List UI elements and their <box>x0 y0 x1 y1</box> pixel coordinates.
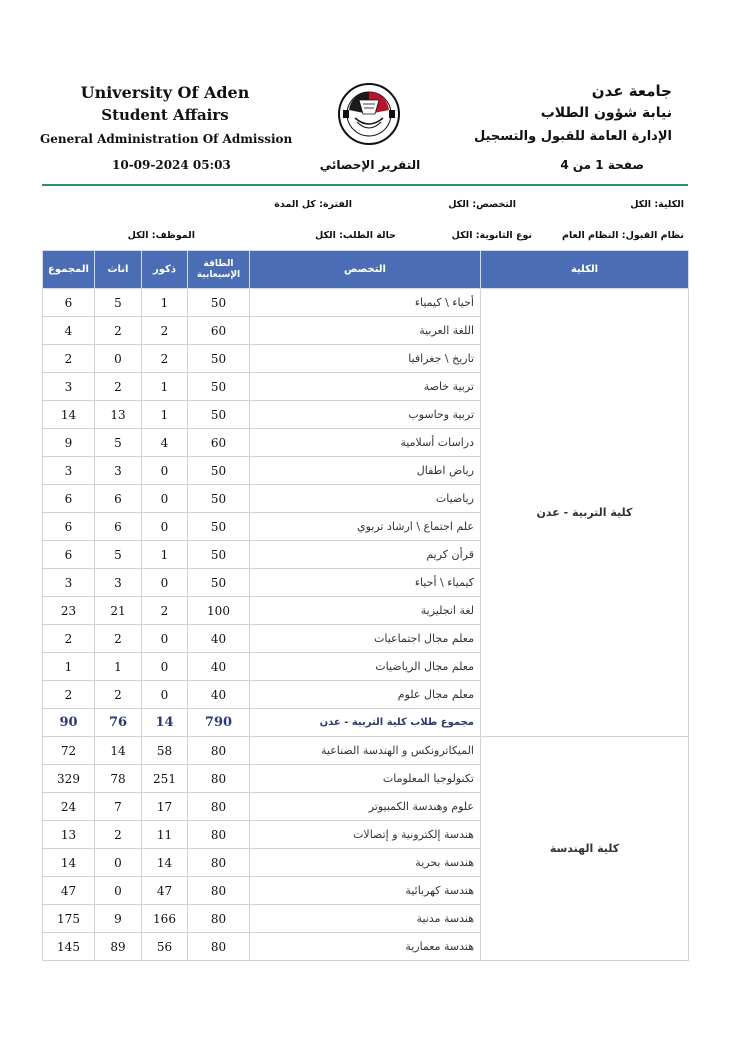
university-seal-icon <box>337 80 401 146</box>
cell-specialty: هندسة بحرية <box>250 849 481 877</box>
cell-capacity: 80 <box>188 877 250 905</box>
cell-males: 0 <box>142 681 188 709</box>
cell-specialty: تاريخ \ جغرافيا <box>250 345 481 373</box>
university-name-en: University Of Aden <box>80 83 250 102</box>
cell-females: 0 <box>95 345 142 373</box>
cell-males: 2 <box>142 597 188 625</box>
cell-specialty: قرأن كريم <box>250 541 481 569</box>
cell-specialty: معلم مجال اجتماعيات <box>250 625 481 653</box>
university-name-ar: جامعة عدن <box>591 82 672 100</box>
cell-females: 0 <box>95 877 142 905</box>
cell-females: 5 <box>95 429 142 457</box>
cell-total: 175 <box>43 905 95 933</box>
filter-secondary-type: نوع الثانوية: الكل <box>451 230 532 241</box>
cell-capacity: 80 <box>188 765 250 793</box>
filter-specialty: التخصص: الكل <box>448 199 516 210</box>
cell-college-name: كلية التربية - عدن <box>481 289 689 737</box>
cell-specialty: كيمياء \ أحياء <box>250 569 481 597</box>
cell-males: 0 <box>142 625 188 653</box>
filter-employee: الموظف: الكل <box>127 230 195 241</box>
cell-specialty: تربية خاصة <box>250 373 481 401</box>
cell-college-name: كلية الهندسة <box>481 737 689 961</box>
cell-total: 6 <box>43 289 95 317</box>
cell-females: 5 <box>95 541 142 569</box>
cell-capacity: 40 <box>188 653 250 681</box>
cell-females: 2 <box>95 821 142 849</box>
cell-total: 2 <box>43 345 95 373</box>
cell-males: 0 <box>142 653 188 681</box>
cell-males: 0 <box>142 513 188 541</box>
cell-capacity: 50 <box>188 373 250 401</box>
cell-capacity: 50 <box>188 569 250 597</box>
department-name-ar: نيابة شؤون الطلاب <box>540 105 672 121</box>
cell-females: 2 <box>95 681 142 709</box>
cell-females: 2 <box>95 317 142 345</box>
cell-capacity: 50 <box>188 541 250 569</box>
header-english <box>40 82 293 152</box>
cell-females: 13 <box>95 401 142 429</box>
header-total: المجموع <box>43 251 95 289</box>
cell-total: 9 <box>43 429 95 457</box>
cell-total: 3 <box>43 569 95 597</box>
cell-specialty: تربية وحاسوب <box>250 401 481 429</box>
cell-capacity: 80 <box>188 821 250 849</box>
cell-capacity: 50 <box>188 289 250 317</box>
cell-specialty: هندسة مدنية <box>250 905 481 933</box>
header-females: اناث <box>95 251 142 289</box>
header-capacity: الطاقة الإسيعابية <box>188 251 250 289</box>
header-divider <box>42 184 688 186</box>
cell-females: 1 <box>95 653 142 681</box>
cell-females: 3 <box>95 569 142 597</box>
cell-specialty: هندسة إلكترونية و إتصالات <box>250 821 481 849</box>
cell-females: 2 <box>95 625 142 653</box>
cell-males: 0 <box>142 569 188 597</box>
cell-capacity: 80 <box>188 905 250 933</box>
cell-specialty: تكنولوجيا المعلومات <box>250 765 481 793</box>
cell-males: 2 <box>142 317 188 345</box>
administration-name-ar: الإدارة العامة للقبول والتسجيل <box>473 129 672 144</box>
filter-admission-system: نظام القبول: النظام العام <box>561 230 684 241</box>
cell-total: 6 <box>43 541 95 569</box>
filter-period: الفترة: كل المدة <box>274 199 352 210</box>
cell-specialty: علم اجتماع \ ارشاد تربوي <box>250 513 481 541</box>
cell-males: 14 <box>142 849 188 877</box>
cell-specialty: معلم مجال الرياضيات <box>250 653 481 681</box>
cell-total: 14 <box>43 401 95 429</box>
cell-males: 56 <box>142 933 188 961</box>
cell-females: 7 <box>95 793 142 821</box>
report-title: التقرير الإحصائي <box>319 158 421 172</box>
department-name-en: Student Affairs <box>101 106 229 124</box>
cell-females: 6 <box>95 485 142 513</box>
cell-males: 1 <box>142 541 188 569</box>
cell-capacity: 50 <box>188 457 250 485</box>
cell-specialty: رياضيات <box>250 485 481 513</box>
cell-total: 24 <box>43 793 95 821</box>
cell-females: 14 <box>95 737 142 765</box>
cell-specialty: علوم وهندسة الكمبيوتر <box>250 793 481 821</box>
cell-total: 4 <box>43 317 95 345</box>
cell-total: 3 <box>43 373 95 401</box>
header-males: ذكور <box>142 251 188 289</box>
cell-specialty: لغة انجليزية <box>250 597 481 625</box>
cell-females: 21 <box>95 597 142 625</box>
cell-total: 3 <box>43 457 95 485</box>
cell-capacity: 40 <box>188 681 250 709</box>
cell-males: 1 <box>142 401 188 429</box>
cell-capacity: 80 <box>188 793 250 821</box>
cell-capacity: 100 <box>188 597 250 625</box>
subtotal-males: 14 <box>142 709 188 737</box>
cell-total: 145 <box>43 933 95 961</box>
cell-males: 2 <box>142 345 188 373</box>
cell-specialty: هندسة كهربائية <box>250 877 481 905</box>
administration-name-en: General Administration Of Admission <box>40 132 293 146</box>
subtotal-label: مجموع طلاب كلية التربية - عدن <box>250 709 481 737</box>
cell-specialty: هندسة معمارية <box>250 933 481 961</box>
filter-college: الكلية: الكل <box>630 199 684 210</box>
cell-females: 5 <box>95 289 142 317</box>
cell-capacity: 50 <box>188 401 250 429</box>
cell-specialty: اللغة العربية <box>250 317 481 345</box>
statistics-table <box>42 250 689 961</box>
cell-males: 58 <box>142 737 188 765</box>
cell-total: 2 <box>43 681 95 709</box>
cell-total: 72 <box>43 737 95 765</box>
cell-total: 47 <box>43 877 95 905</box>
header-arabic <box>442 80 672 150</box>
cell-females: 78 <box>95 765 142 793</box>
cell-specialty: معلم مجال علوم <box>250 681 481 709</box>
cell-specialty: دراسات أسلامية <box>250 429 481 457</box>
cell-males: 1 <box>142 373 188 401</box>
cell-total: 6 <box>43 513 95 541</box>
cell-capacity: 80 <box>188 737 250 765</box>
cell-males: 11 <box>142 821 188 849</box>
cell-males: 251 <box>142 765 188 793</box>
cell-capacity: 50 <box>188 485 250 513</box>
cell-males: 0 <box>142 457 188 485</box>
cell-specialty: الميكاترونكس و الهندسة الصناعية <box>250 737 481 765</box>
cell-total: 23 <box>43 597 95 625</box>
cell-capacity: 60 <box>188 429 250 457</box>
cell-females: 3 <box>95 457 142 485</box>
subtotal-total: 90 <box>43 709 95 737</box>
cell-males: 1 <box>142 289 188 317</box>
cell-total: 13 <box>43 821 95 849</box>
cell-males: 4 <box>142 429 188 457</box>
cell-females: 89 <box>95 933 142 961</box>
filter-request-status: حالة الطلب: الكل <box>315 230 396 241</box>
table-header-row <box>43 251 689 289</box>
cell-females: 6 <box>95 513 142 541</box>
cell-capacity: 40 <box>188 625 250 653</box>
cell-capacity: 50 <box>188 345 250 373</box>
subtotal-capacity: 790 <box>188 709 250 737</box>
cell-capacity: 80 <box>188 933 250 961</box>
header-college: الكلية <box>481 251 689 289</box>
subtotal-females: 76 <box>95 709 142 737</box>
cell-total: 2 <box>43 625 95 653</box>
table-row <box>43 737 689 765</box>
cell-males: 17 <box>142 793 188 821</box>
cell-males: 0 <box>142 485 188 513</box>
cell-females: 0 <box>95 849 142 877</box>
table-row <box>43 289 689 317</box>
cell-capacity: 60 <box>188 317 250 345</box>
cell-specialty: رياض اطفال <box>250 457 481 485</box>
cell-total: 6 <box>43 485 95 513</box>
cell-total: 14 <box>43 849 95 877</box>
cell-females: 2 <box>95 373 142 401</box>
cell-total: 329 <box>43 765 95 793</box>
cell-males: 166 <box>142 905 188 933</box>
cell-capacity: 50 <box>188 513 250 541</box>
cell-total: 1 <box>43 653 95 681</box>
cell-males: 47 <box>142 877 188 905</box>
report-datetime: 10-09-2024 05:03 <box>112 158 231 172</box>
page-number: صفحة 1 من 4 <box>560 158 644 172</box>
cell-specialty: أحياء \ كيمياء <box>250 289 481 317</box>
cell-capacity: 80 <box>188 849 250 877</box>
cell-females: 9 <box>95 905 142 933</box>
header-specialty: التخصص <box>250 251 481 289</box>
